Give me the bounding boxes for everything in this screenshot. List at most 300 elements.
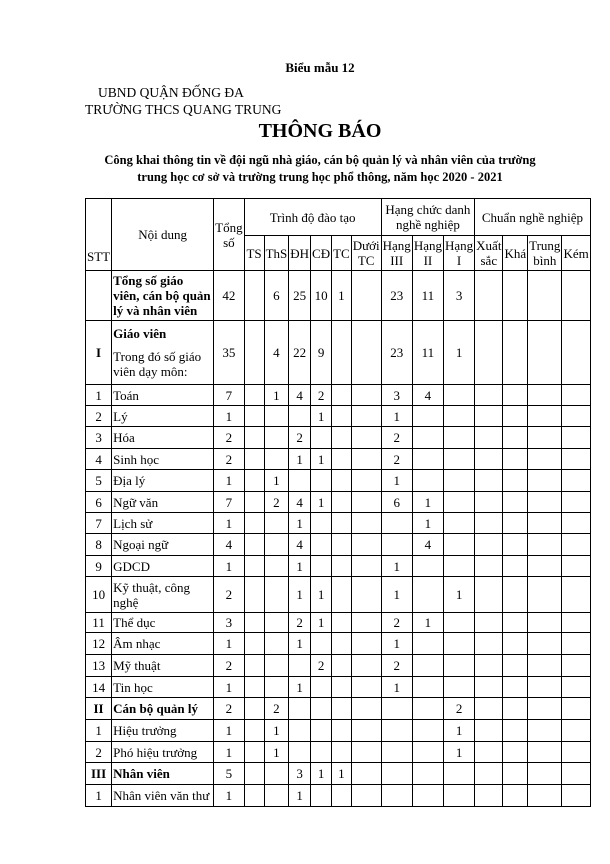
header-sub: Trung bình [528, 236, 562, 271]
row-stt: 12 [86, 633, 112, 655]
row-value [475, 633, 503, 655]
row-value: 1 [332, 271, 352, 321]
table-row [86, 427, 591, 449]
row-label-text: Hóa [113, 430, 135, 445]
row-value: 10 [311, 271, 332, 321]
row-value [475, 556, 503, 577]
row-stt: 4 [86, 449, 112, 470]
row-value [443, 406, 474, 427]
row-value [475, 677, 503, 698]
row-label-text: Tổng số giáo viên, cán bộ quản lý và nhân viên [113, 273, 211, 318]
row-value [412, 427, 443, 449]
row-value [332, 677, 352, 698]
row-value [562, 556, 590, 577]
row-value [244, 271, 264, 321]
row-value: 1 [443, 720, 474, 742]
row-value: 4 [289, 385, 311, 406]
row-value [332, 449, 352, 470]
row-label [112, 556, 214, 577]
header-sub: Hạng III [381, 236, 412, 271]
row-value [332, 534, 352, 556]
row-value [412, 470, 443, 492]
row-value [562, 271, 590, 321]
row-value: 7 [214, 385, 244, 406]
row-value [332, 742, 352, 763]
row-value [443, 385, 474, 406]
row-value [412, 577, 443, 613]
row-label-text: Toán [113, 387, 139, 403]
header-sub: Xuất sắc [475, 236, 503, 271]
row-value: 1 [381, 677, 412, 698]
row-value [562, 577, 590, 613]
row-value [562, 534, 590, 556]
row-value [351, 470, 381, 492]
row-value [351, 321, 381, 385]
row-stt: 2 [86, 742, 112, 763]
row-value [311, 698, 332, 720]
row-value: 1 [214, 513, 244, 534]
row-value [562, 321, 590, 385]
row-stt: 14 [86, 677, 112, 698]
row-value: 1 [214, 785, 244, 807]
row-value [412, 785, 443, 807]
row-value [475, 763, 503, 785]
row-value: 2 [214, 449, 244, 470]
row-label-text: Giáo viên [113, 326, 167, 341]
row-value [503, 449, 528, 470]
table-row [86, 321, 591, 385]
row-value [475, 698, 503, 720]
row-value [503, 742, 528, 763]
row-label-text: Tin học [113, 679, 153, 695]
row-value [381, 763, 412, 785]
row-value [311, 556, 332, 577]
row-value [562, 742, 590, 763]
row-value [528, 385, 562, 406]
row-label [112, 633, 214, 655]
row-value: 1 [214, 556, 244, 577]
row-value: 1 [289, 449, 311, 470]
row-value: 1 [311, 449, 332, 470]
row-value [244, 534, 264, 556]
row-label-text: Địa lý [113, 473, 146, 488]
row-value [443, 633, 474, 655]
row-stt [86, 271, 112, 321]
row-value: 2 [289, 613, 311, 633]
row-value [412, 633, 443, 655]
row-value [351, 613, 381, 633]
row-value: 2 [381, 613, 412, 633]
row-value [528, 449, 562, 470]
row-value [503, 534, 528, 556]
row-value: 1 [214, 470, 244, 492]
row-value [503, 271, 528, 321]
header-total: Tổng số [214, 199, 244, 271]
row-label [112, 577, 214, 613]
row-value [562, 385, 590, 406]
row-value [562, 698, 590, 720]
row-label-text: Cán bộ quản lý [113, 701, 199, 716]
row-value [351, 633, 381, 655]
row-value [332, 698, 352, 720]
row-value [503, 470, 528, 492]
row-value: 2 [214, 698, 244, 720]
row-value: 3 [289, 763, 311, 785]
row-value [264, 534, 289, 556]
row-value [244, 763, 264, 785]
staff-table [85, 198, 591, 807]
row-value [528, 633, 562, 655]
row-value [412, 698, 443, 720]
row-value [351, 720, 381, 742]
row-value [289, 470, 311, 492]
row-value [443, 677, 474, 698]
row-value: 2 [264, 698, 289, 720]
row-value [562, 677, 590, 698]
row-label-text: GDCD [113, 558, 150, 574]
row-stt: 1 [86, 785, 112, 807]
row-value: 3 [381, 385, 412, 406]
row-value: 1 [311, 763, 332, 785]
row-value [351, 763, 381, 785]
row-value [562, 633, 590, 655]
row-label [112, 406, 214, 427]
row-value [503, 385, 528, 406]
row-value [528, 577, 562, 613]
row-value [503, 785, 528, 807]
row-value [503, 613, 528, 633]
row-value [528, 785, 562, 807]
row-value [311, 427, 332, 449]
row-value [562, 427, 590, 449]
row-value [562, 720, 590, 742]
row-value [412, 655, 443, 677]
row-stt: 2 [86, 406, 112, 427]
row-value [475, 720, 503, 742]
row-value [351, 385, 381, 406]
row-value [562, 449, 590, 470]
row-value: 2 [214, 427, 244, 449]
row-value [264, 633, 289, 655]
row-value: 2 [311, 655, 332, 677]
row-value [351, 785, 381, 807]
row-value [244, 449, 264, 470]
row-value [264, 613, 289, 633]
row-value: 25 [289, 271, 311, 321]
row-value [528, 513, 562, 534]
table-row [86, 677, 591, 698]
row-value [244, 321, 264, 385]
row-value [244, 406, 264, 427]
row-value: 1 [289, 556, 311, 577]
table-row [86, 406, 591, 427]
row-value [443, 763, 474, 785]
row-value [528, 271, 562, 321]
row-value [311, 534, 332, 556]
row-value [381, 742, 412, 763]
row-stt: 6 [86, 492, 112, 513]
row-label-text: Lịch sử [113, 515, 153, 531]
row-value [562, 613, 590, 633]
row-stt: 8 [86, 534, 112, 556]
row-value: 1 [311, 406, 332, 427]
row-value: 4 [412, 534, 443, 556]
row-value: 1 [289, 513, 311, 534]
row-value [528, 742, 562, 763]
row-value [503, 513, 528, 534]
row-label [112, 655, 214, 677]
table-row [86, 613, 591, 633]
row-value [412, 677, 443, 698]
row-value [244, 513, 264, 534]
row-value [381, 785, 412, 807]
row-label [112, 763, 214, 785]
row-stt: 1 [86, 720, 112, 742]
row-label [112, 321, 214, 385]
row-value [332, 406, 352, 427]
header-sub: Kém [562, 236, 590, 271]
row-value: 1 [264, 720, 289, 742]
row-value [443, 556, 474, 577]
row-value [264, 785, 289, 807]
row-value [351, 513, 381, 534]
row-value [264, 406, 289, 427]
row-value: 1 [381, 556, 412, 577]
row-value: 2 [381, 655, 412, 677]
table-row [86, 271, 591, 321]
row-value [381, 720, 412, 742]
row-value [443, 534, 474, 556]
row-value [351, 677, 381, 698]
row-value [351, 698, 381, 720]
row-value [244, 577, 264, 613]
table-row [86, 633, 591, 655]
row-value: 4 [289, 492, 311, 513]
row-value [443, 655, 474, 677]
row-value [244, 655, 264, 677]
row-value [412, 556, 443, 577]
row-label-text: Ngữ văn [113, 494, 159, 510]
row-value: 5 [214, 763, 244, 785]
row-value [332, 633, 352, 655]
row-value: 1 [443, 577, 474, 613]
header-sub: Dưới TC [351, 236, 381, 271]
header-content: Nội dung [112, 199, 214, 271]
row-value [244, 427, 264, 449]
row-label-text: Mỹ thuật [113, 658, 161, 673]
row-value [332, 720, 352, 742]
row-label [112, 513, 214, 534]
row-value [412, 763, 443, 785]
row-value: 11 [412, 271, 443, 321]
table-row [86, 534, 591, 556]
org-line-1: UBND QUẬN ĐỐNG ĐA [98, 85, 244, 100]
header-sub: TC [332, 236, 352, 271]
row-value: 1 [381, 577, 412, 613]
row-value [562, 513, 590, 534]
org-line-2: TRƯỜNG THCS QUANG TRUNG [85, 102, 282, 117]
row-value [311, 785, 332, 807]
row-value [475, 321, 503, 385]
row-value: 22 [289, 321, 311, 385]
row-value [562, 470, 590, 492]
row-value [503, 321, 528, 385]
row-value [475, 470, 503, 492]
row-value [244, 742, 264, 763]
row-value: 1 [289, 785, 311, 807]
row-label-text: Ngoại ngữ [113, 537, 169, 552]
row-value [264, 577, 289, 613]
row-value [244, 492, 264, 513]
row-value [351, 492, 381, 513]
row-value [475, 427, 503, 449]
row-stt: I [86, 321, 112, 385]
row-value [311, 742, 332, 763]
row-value [332, 556, 352, 577]
row-value [264, 655, 289, 677]
table-row [86, 385, 591, 406]
row-value [528, 427, 562, 449]
row-value: 23 [381, 271, 412, 321]
row-value [475, 655, 503, 677]
row-value [503, 720, 528, 742]
row-value [528, 698, 562, 720]
row-label-text: Hiệu trưởng [113, 723, 177, 738]
row-label-text: Phó hiệu trưởng [113, 744, 198, 760]
row-value [381, 534, 412, 556]
row-value [289, 742, 311, 763]
row-value [244, 677, 264, 698]
row-value [311, 633, 332, 655]
row-value [475, 534, 503, 556]
row-label [112, 785, 214, 807]
row-value [475, 742, 503, 763]
row-value [311, 470, 332, 492]
row-value [475, 577, 503, 613]
row-label [112, 470, 214, 492]
row-value [528, 321, 562, 385]
document-subtitle: Công khai thông tin về đội ngũ nhà giáo, cán bộ quản lý và nhân viên của trường trung học cơ sở và trường trung học phổ thông, năm học 2020 - 2021 [104, 153, 536, 184]
row-value [528, 470, 562, 492]
row-value [528, 534, 562, 556]
row-label-text: Thể dục [113, 615, 156, 630]
row-value: 1 [214, 677, 244, 698]
row-value [475, 449, 503, 470]
row-value [332, 492, 352, 513]
row-value [503, 577, 528, 613]
row-value: 42 [214, 271, 244, 321]
row-stt: II [86, 698, 112, 720]
row-note: Trong đó số giáo viên dạy môn: [113, 349, 202, 379]
table-row [86, 785, 591, 807]
row-value [351, 449, 381, 470]
row-value: 7 [214, 492, 244, 513]
row-label-text: Lý [113, 408, 128, 424]
row-value [443, 492, 474, 513]
row-value: 9 [311, 321, 332, 385]
row-label [112, 742, 214, 763]
row-value [351, 427, 381, 449]
row-value: 1 [214, 406, 244, 427]
table-row [86, 470, 591, 492]
row-stt: 11 [86, 613, 112, 633]
row-value [351, 534, 381, 556]
row-value: 1 [264, 385, 289, 406]
row-value [503, 492, 528, 513]
row-value [332, 321, 352, 385]
row-value [351, 655, 381, 677]
row-value [503, 406, 528, 427]
row-value [381, 513, 412, 534]
row-value: 1 [289, 577, 311, 613]
row-value [443, 470, 474, 492]
row-value [412, 449, 443, 470]
row-value [503, 677, 528, 698]
row-label [112, 720, 214, 742]
row-value [332, 577, 352, 613]
row-value: 4 [289, 534, 311, 556]
row-label [112, 427, 214, 449]
row-value: 2 [264, 492, 289, 513]
row-value [264, 556, 289, 577]
table-row [86, 742, 591, 763]
row-value: 3 [214, 613, 244, 633]
row-value: 4 [264, 321, 289, 385]
header-sub: Hạng II [412, 236, 443, 271]
row-value [351, 271, 381, 321]
row-value [528, 492, 562, 513]
row-stt: 1 [86, 385, 112, 406]
row-value [311, 513, 332, 534]
row-value: 2 [381, 427, 412, 449]
table-row [86, 492, 591, 513]
row-value [503, 427, 528, 449]
row-value [381, 698, 412, 720]
row-label [112, 385, 214, 406]
row-value [443, 613, 474, 633]
row-value: 1 [264, 470, 289, 492]
header-sub: CĐ [311, 236, 332, 271]
row-value: 35 [214, 321, 244, 385]
row-value: 6 [264, 271, 289, 321]
row-value [475, 271, 503, 321]
row-value: 1 [264, 742, 289, 763]
row-value [311, 677, 332, 698]
row-value [528, 763, 562, 785]
table-row [86, 577, 591, 613]
row-value [351, 406, 381, 427]
row-label-text: Nhân viên văn thư [113, 788, 210, 803]
table-row [86, 556, 591, 577]
row-value [332, 785, 352, 807]
row-label-text: Sinh học [113, 451, 159, 467]
table-row [86, 513, 591, 534]
header-sub: TS [244, 236, 264, 271]
row-value [244, 470, 264, 492]
row-label-text: Âm nhạc [113, 636, 161, 651]
row-value [264, 513, 289, 534]
row-value: 1 [289, 677, 311, 698]
row-value: 2 [214, 577, 244, 613]
row-value [351, 742, 381, 763]
row-value [412, 406, 443, 427]
row-value: 1 [214, 742, 244, 763]
row-value [562, 655, 590, 677]
row-value [311, 720, 332, 742]
row-value [528, 406, 562, 427]
row-value [351, 577, 381, 613]
row-value: 23 [381, 321, 412, 385]
